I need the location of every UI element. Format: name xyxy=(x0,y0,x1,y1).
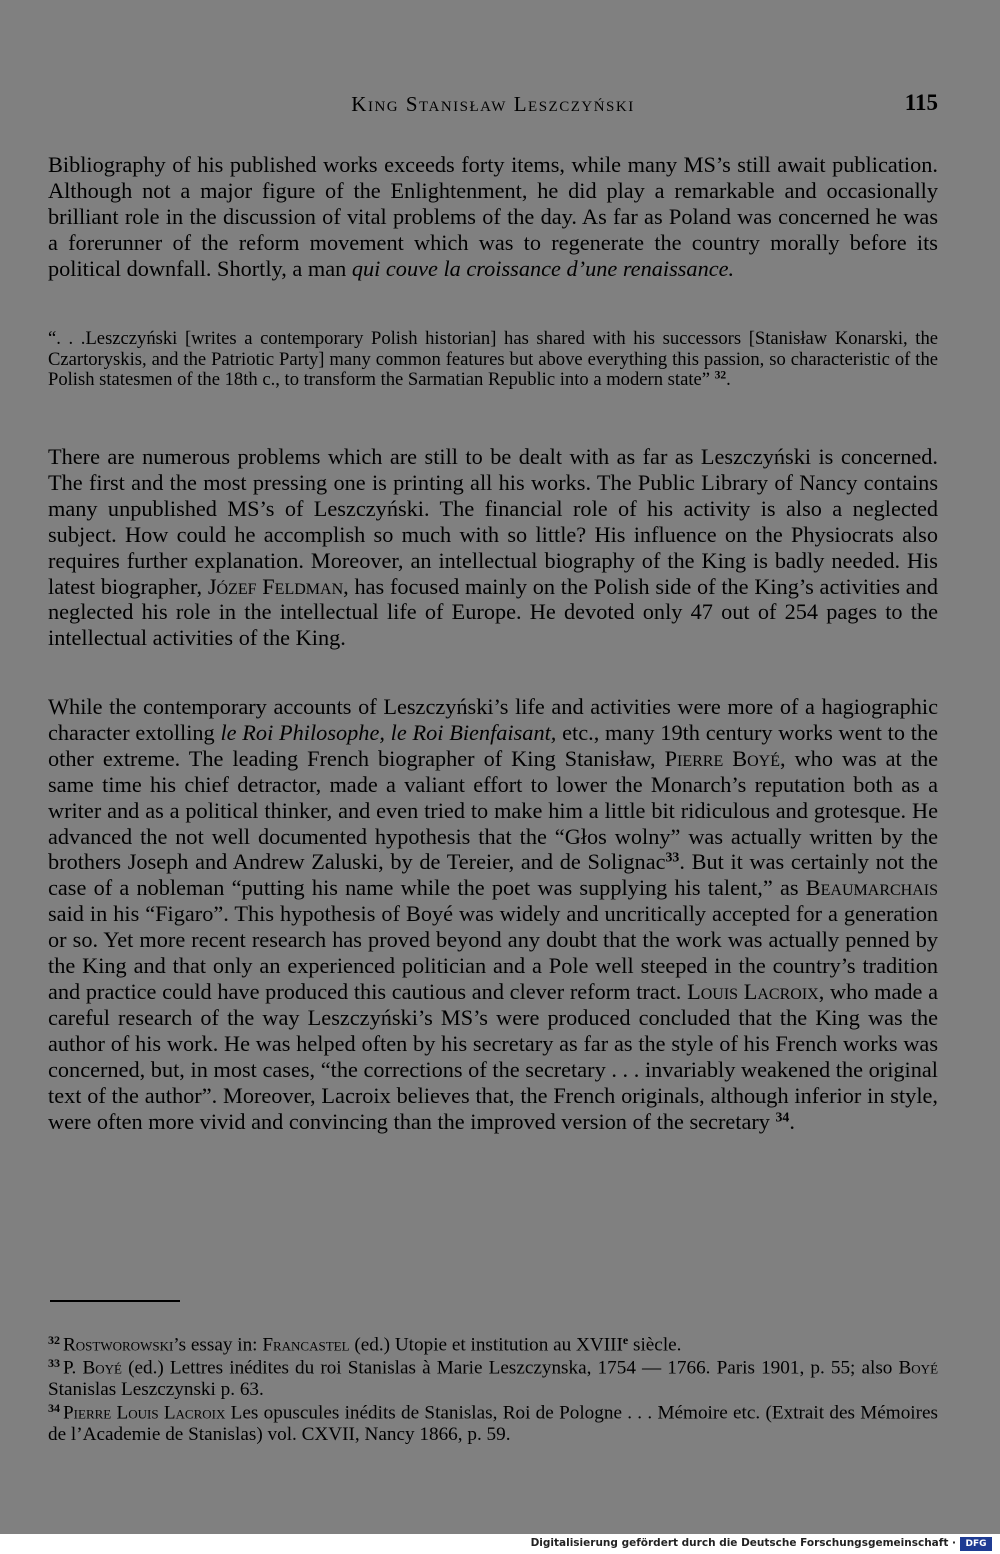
paragraph-2: There are numerous problems which are still to be dealt with as far as Leszczyński is concerned. The first and the most pressing one is printing all his works. The Public Library of Nancy contains many unpublished MS’s of Leszczyński. The financial role of his activity is also a neglected subject. How could he accomplish so much with so little? His influence on the Physiocrats also requires further explanation. Moreover, an intellectual biography of the King is badly needed. His latest biographer, Józef Feldman, has focused mainly on the Polish side of the King’s activities and neglected his role in the intellectual life of Europe. He devoted only 47 out of 254 pages to the intellectual activities of the King. xyxy=(48,444,938,651)
author-name-feldman: Józef Feldman xyxy=(207,573,344,599)
footnote-number: 34 xyxy=(48,1401,60,1415)
paragraph-3: While the contemporary accounts of Leszczyński’s life and activities were more of a hagiographic character extolling le Roi Philosophe, le Roi Bienfaisant, etc., many 19th century works went to the other extreme. The leading French biographer of King Stanisław, Pierre Boyé, who was at the same time his chief detractor, made a valiant effort to lower the Monarch’s reputation both as a writer and as a political thinker, and even tried to make him a little bit ridiculous and grotesque. He advanced the not well documented hypothesis that the “Głos wolny” was actually written by the brothers Joseph and Andrew Zaluski, by de Tereier, and de Solignac$^{33}$. But it was certainly not the case of a nobleman “putting his name while the poet was supplying his talent,” as Beaumarchais said in his “Figaro”. This hypothesis of Boyé was widely and uncritically accepted for a generation or so. Yet more recent research has proved beyond any doubt that the work was actually penned by the King and that only an experienced politician and a Pole well steeped in the country’s tradition and practice could have produced this cautious and clever reform tract. Louis Lacroix, who made a careful research of the way Leszczyński’s MS’s were produced concluded that the King was the author of his work. He was helped often by his secretary as far as the style of his French works was concerned, but, in most cases, “the corrections of the secretary . . . invariably weakened the original text of the author”. Moreover, Lacroix believes that, the French originals, although inferior in style, were often more vivid and convincing than the improved version of the secretary $^{34}$. xyxy=(48,694,938,1134)
footnote-number: 32 xyxy=(48,1333,60,1347)
author-name-lacroix: Louis Lacroix xyxy=(687,978,819,1004)
footnote-33: $^{33}$ P. Boyé (ed.) Lettres inédites du roi Stanislas à Marie Leszczynska, 1754 — 1766. Paris 1901, p. 55; also Boyé Stanislas Leszczynski p. 63. xyxy=(48,1356,939,1401)
footnote-32: $^{32}$ Rostworowski’s essay in: Francastel (ed.) Utopie et institution au XVIIIe siècle. xyxy=(48,1333,682,1356)
footnote-ref-32[interactable]: 32 xyxy=(714,369,727,382)
footnote-ref-33[interactable]: 33 xyxy=(665,849,680,865)
digitization-footer xyxy=(0,1534,1000,1554)
footnote-34: $^{34}$ Pierre Louis Lacroix Les opuscules inédits de Stanislas, Roi de Pologne . . . Mémoire etc. (Extrait des Mémoires de l’Academie de Stanislas) vol. CXVII, Nancy 1866, p. 59. xyxy=(48,1401,938,1446)
paragraph-1 xyxy=(48,152,938,282)
paragraph-1-text: Bibliography of his published works exceeds forty items, while many MS’s still await publication. Although not a major figure of the Enlightenment, he did play a remarkable and occasionally brilliant role in the discussion of vital problems of the day. As far as Poland was concerned he was a forerunner of the reform movement which was to regenerate the country morally before its political downfall. Shortly, a man xyxy=(48,152,938,281)
funding-credit: Digitalisierung gefördert durch die Deutsche Forschungsgemeinschaft · xyxy=(530,1537,956,1549)
author-name-boye: Pierre Boyé xyxy=(664,745,780,771)
footnote-divider xyxy=(50,1300,180,1302)
author-name-beaumarchais: Beaumarchais xyxy=(805,875,938,901)
block-quote-text: “. . .Leszczyński [writes a contemporary Polish historian] has shared with his successors [Stanisław Konarski, the Czartoryskis, and the Patriotic Party] many common features but above everything this passion, so characteristic of the Polish statesmen of the 18th c., to transform the Sarmatian Republic into a modern state” xyxy=(48,328,938,391)
running-title: King Stanisław Leszczyński xyxy=(351,92,635,116)
italic-titles: le Roi Philosophe, le Roi Bienfaisant, xyxy=(220,719,557,745)
dfg-logo[interactable]: DFG xyxy=(960,1537,992,1551)
paragraph-1-italic-phrase: qui couve la croissance d’une renaissance. xyxy=(351,255,735,281)
page-number: 115 xyxy=(904,90,938,115)
footnote-number: 33 xyxy=(48,1356,60,1370)
footnote-ref-34[interactable]: 34 xyxy=(775,1108,790,1124)
block-quote: “. . .Leszczyński [writes a contemporary Polish historian] has shared with his successors [Stanisław Konarski, the Czartoryskis, and the Patriotic Party] many common features but above everything this passion, so characteristic of the Polish statesmen of the 18th c., to transform the Sarmatian Republic into a modern state” $^{32}$. xyxy=(48,328,938,391)
running-header xyxy=(48,92,938,124)
